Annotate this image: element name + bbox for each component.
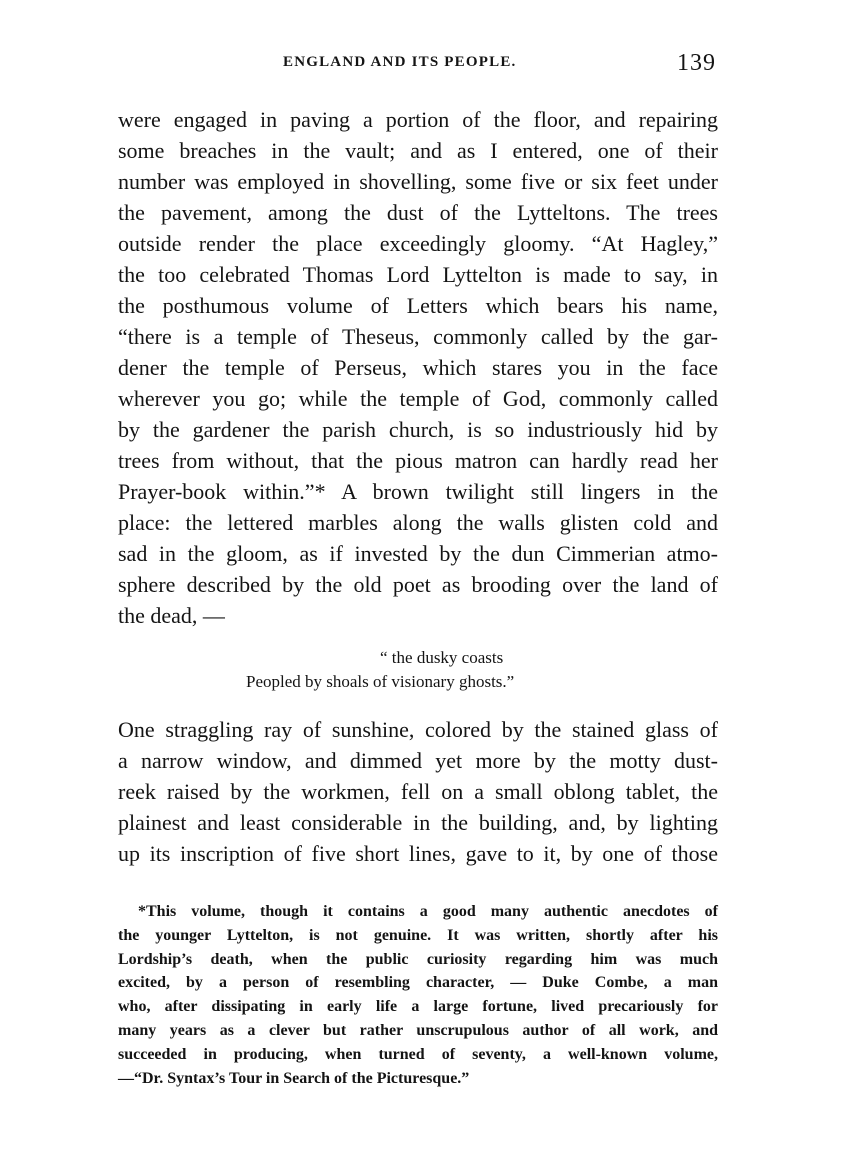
text-line: wherever you go; while the temple of God, commonly called (118, 386, 718, 411)
footnote-line: *This volume, though it contains a good many authentic anecdotes of (138, 903, 718, 920)
text-line: the posthumous volume of Letters which bears his name, (118, 293, 718, 318)
text-line: One straggling ray of sunshine, colored by the stained glass of (118, 717, 718, 742)
text-line: a narrow window, and dimmed yet more by the motty dust- (118, 748, 718, 773)
text-line: trees from without, that the pious matron can hardly read her (118, 448, 718, 473)
footnote-line: Lordship’s death, when the public curiosity regarding him was much (118, 950, 718, 968)
footnote-line: who, after dissipating in early life a large fortune, lived precariously for (118, 998, 718, 1016)
text-line: “there is a temple of Theseus, commonly called by the gar- (118, 324, 718, 349)
text-line: sad in the gloom, as if invested by the dun Cimmerian atmo- (118, 541, 718, 566)
quote-line: Peopled by shoals of visionary ghosts.” (246, 672, 515, 691)
footnote-line: many years as a clever but rather unscrupulous author of all work, and (118, 1021, 718, 1039)
footnote-line: the younger Lyttelton, is not genuine. It was written, shortly after his (118, 926, 718, 944)
running-title: ENGLAND AND ITS PEOPLE. (283, 54, 517, 70)
main-paragraph (118, 104, 718, 631)
running-head (118, 50, 718, 80)
text-line: some breaches in the vault; and as I entered, one of their (118, 138, 718, 163)
text-line: number was employed in shovelling, some five or six feet under (118, 169, 718, 194)
text-line: the pavement, among the dust of the Lytteltons. The trees (118, 200, 718, 225)
verse-quotation (118, 646, 718, 694)
text-line: were engaged in paving a portion of the floor, and repairing (118, 107, 718, 132)
text-line: sphere described by the old poet as brooding over the land of (118, 572, 718, 597)
text-line: dener the temple of Perseus, which stares you in the face (118, 355, 718, 380)
text-line: Prayer-book within.”* A brown twilight still lingers in the (118, 479, 718, 504)
text-line: place: the lettered marbles along the walls glisten cold and (118, 510, 718, 535)
quote-line: “ the dusky coasts (380, 648, 504, 667)
text-line: up its inscription of five short lines, gave to it, by one of those (118, 841, 718, 866)
text-line: the dead, — (118, 603, 225, 628)
text-line: reek raised by the workmen, fell on a small oblong tablet, the (118, 779, 718, 804)
footnote-line: succeeded in producing, when turned of seventy, a well-known volume, (118, 1045, 718, 1063)
page-number: 139 (677, 50, 716, 76)
text-line: outside render the place exceedingly gloomy. “At Hagley,” (118, 231, 718, 256)
text-line: the too celebrated Thomas Lord Lyttelton is made to say, in (118, 262, 718, 287)
text-line: plainest and least considerable in the building, and, by lighting (118, 810, 718, 835)
text-line: by the gardener the parish church, is so industriously hid by (118, 417, 718, 442)
footnote-line: —“Dr. Syntax’s Tour in Search of the Picturesque.” (118, 1069, 470, 1087)
footnote (118, 900, 718, 1090)
continuation-paragraph (118, 714, 718, 869)
footnote-line: excited, by a person of resembling character, — Duke Combe, a man (118, 974, 718, 992)
